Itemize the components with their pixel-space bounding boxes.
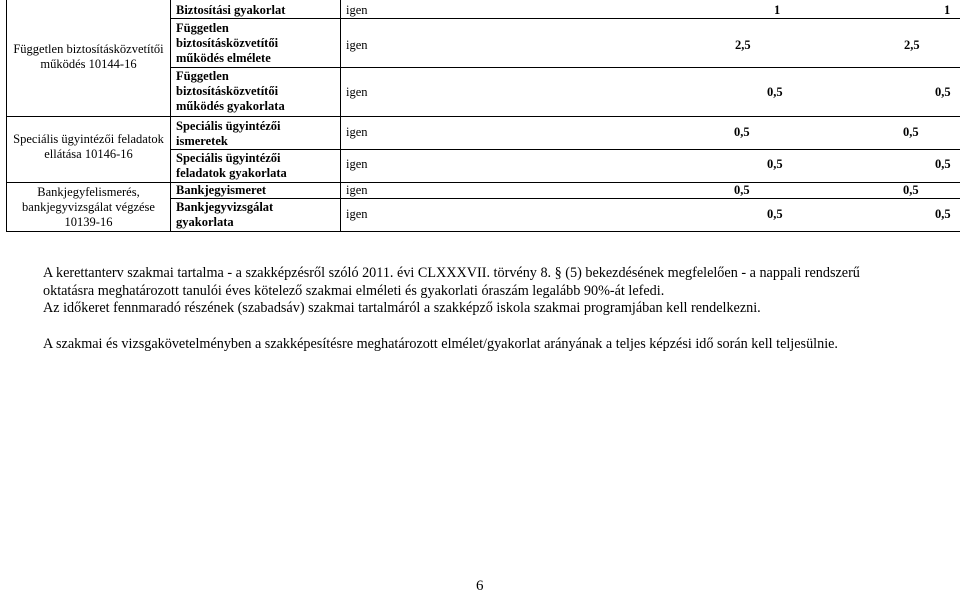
page-number: 6 [476, 578, 484, 594]
flag-value: igen [346, 38, 368, 52]
hours-value: 0,5 [935, 157, 951, 171]
hours-value: 0,5 [734, 183, 750, 197]
module-name: Független biztosításközvetítői működés 10144-16 [13, 42, 164, 71]
subject-name: Biztosítási gyakorlat [176, 3, 286, 17]
subject-name: Független biztosításközvetítői működés gyakorlata [176, 69, 285, 113]
row-divider [170, 149, 960, 150]
row-divider [170, 198, 960, 199]
curriculum-table [6, 0, 960, 232]
hours-value: 0,5 [903, 183, 919, 197]
row-divider [170, 67, 960, 68]
flag-value: igen [346, 125, 368, 139]
hours-value: 0,5 [935, 85, 951, 99]
flag-value: igen [346, 157, 368, 171]
flag-value: igen [346, 3, 368, 17]
subject-name: Bankjegyismeret [176, 183, 267, 197]
hours-value: 0,5 [767, 157, 783, 171]
hours-value: 2,5 [904, 38, 920, 52]
body-paragraph-line: A kerettanterv szakmai tartalma - a szakképzésről szóló 2011. évi CLXXXVII. törvény 8. § (5) bekezdésének megfelelően - a nappali rendszerű [43, 265, 860, 281]
subject-name: Bankjegyvizsgálat gyakorlata [176, 200, 274, 229]
module-name: Speciális ügyintézői feladatok ellátása 10146-16 [13, 132, 164, 161]
hours-value: 0,5 [734, 125, 750, 139]
row-divider [7, 116, 960, 117]
flag-value: igen [346, 207, 368, 221]
hours-value: 0,5 [935, 207, 951, 221]
module-name: Bankjegyfelismerés, bankjegyvizsgálat végzése 10139-16 [22, 184, 155, 229]
flag-value: igen [346, 85, 368, 99]
body-paragraph-line: Az időkeret fennmaradó részének (szabadsáv) szakmai tartalmáról a szakképző iskola szakmai programjában kell rendelkezni. [43, 300, 761, 316]
hours-value: 1 [774, 3, 781, 17]
hours-value: 1 [944, 3, 951, 17]
row-divider [7, 182, 960, 183]
hours-value: 0,5 [903, 125, 919, 139]
hours-value: 0,5 [767, 85, 783, 99]
body-paragraph-line: oktatásra meghatározott tanulói éves kötelező szakmai elméleti és gyakorlati óraszám legalább 90%-át lefedi. [43, 283, 665, 299]
hours-value: 0,5 [767, 207, 783, 221]
subject-name: Független biztosításközvetítői működés elmélete [176, 21, 279, 65]
subject-name: Speciális ügyintézői feladatok gyakorlata [176, 151, 287, 180]
subject-name: Speciális ügyintézői ismeretek [176, 119, 281, 148]
row-divider [170, 18, 960, 19]
body-paragraph-line: A szakmai és vizsgakövetelményben a szakképesítésre meghatározott elmélet/gyakorlat arányának a teljes képzési idő során kell teljesülnie. [43, 336, 838, 352]
hours-value: 2,5 [735, 38, 751, 52]
flag-value: igen [346, 183, 368, 197]
